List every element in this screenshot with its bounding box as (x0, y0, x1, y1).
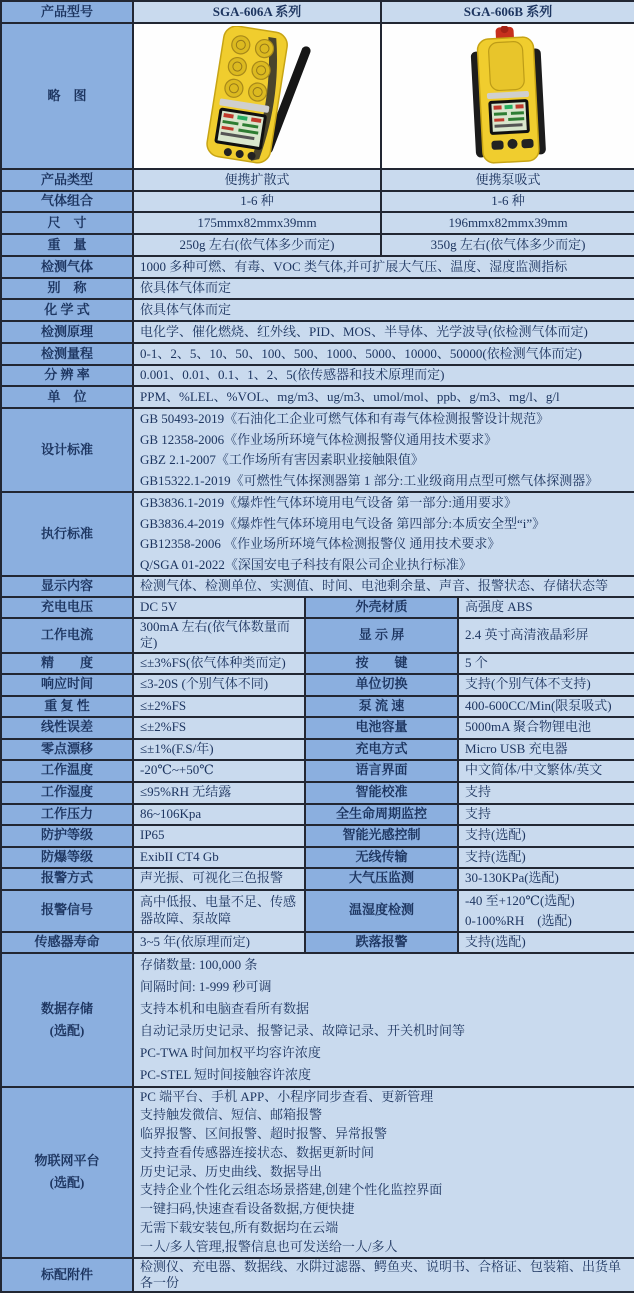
value (133, 1087, 634, 1258)
row-label: 标配附件 (1, 1258, 133, 1293)
row-label-2: 按 键 (305, 653, 458, 674)
row-label-2: 跌落报警 (305, 932, 458, 953)
table-row (1, 618, 634, 653)
value-b: 1-6 种 (381, 191, 634, 212)
row-label-2: 全生命周期监控 (305, 804, 458, 825)
value-line: 支持本机和电脑查看所有数据 (140, 1000, 310, 1016)
value (133, 408, 634, 492)
table-row (1, 343, 634, 365)
row-label (1, 1087, 133, 1258)
value-1: 86~106Kpa (133, 804, 305, 825)
value-line: -40 至+120℃(选配) (465, 892, 575, 908)
value-line: 一人/多人管理,报警信息也可发送给一人/多人 (140, 1238, 398, 1254)
value-line: 无需下载安装包,所有数据均在云端 (140, 1220, 339, 1236)
table-row (1, 674, 634, 696)
table-row (1, 408, 634, 492)
value-line: GB 12358-2006《作业场所环境气体检测报警仪通用技术要求》 (140, 431, 498, 447)
value-2: 支持(选配) (458, 932, 634, 953)
row-label: 工作湿度 (1, 782, 133, 804)
value: 1000 多种可燃、有毒、VOC 类气体,并可扩展大气压、温度、湿度监测指标 (133, 256, 634, 278)
value-a: 250g 左右(依气体多少而定) (133, 234, 381, 256)
spec-table-body (1, 1, 634, 1292)
table-row (1, 868, 634, 890)
row-label: 防护等级 (1, 825, 133, 847)
device-image-sga606a (133, 23, 381, 169)
row-label-2: 智能校准 (305, 782, 458, 804)
value-2: 2.4 英寸高清液晶彩屏 (458, 618, 634, 653)
value-b: 便携泵吸式 (381, 169, 634, 191)
row-label-2: 语言界面 (305, 760, 458, 782)
value-2: 支持 (458, 804, 634, 825)
value-2: 支持(选配) (458, 847, 634, 868)
value-1: ≤±3%FS(依气体种类而定) (133, 653, 305, 674)
value: 电化学、催化燃烧、红外线、PID、MOS、半导体、光学波导(依检测气体而定) (133, 321, 634, 343)
value-1: 3~5 年(依原理而定) (133, 932, 305, 953)
value-line: 支持企业个性化云组态场景搭建,创建个性化监控界面 (140, 1182, 443, 1198)
table-row (1, 212, 634, 234)
row-label-2: 外壳材质 (305, 597, 458, 618)
row-label: 尺 寸 (1, 212, 133, 234)
value-2: 中文简体/中文繁体/英文 (458, 760, 634, 782)
value-a: 175mmx82mmx39mm (133, 212, 381, 234)
value-2: 支持 (458, 782, 634, 804)
row-label: 工作电流 (1, 618, 133, 653)
table-row (1, 932, 634, 953)
value (133, 953, 634, 1087)
value-1: 声光振、可视化三色报警 (133, 868, 305, 890)
row-label: 精 度 (1, 653, 133, 674)
value (133, 492, 634, 576)
table-row (1, 717, 634, 739)
row-label: 气体组合 (1, 191, 133, 212)
table-row (1, 1258, 634, 1293)
value-2: 5000mA 聚合物锂电池 (458, 717, 634, 739)
row-label: 重 量 (1, 234, 133, 256)
table-row (1, 1087, 634, 1258)
table-row (1, 653, 634, 674)
value-1: ≤±2%FS (133, 696, 305, 717)
table-row (1, 804, 634, 825)
row-label: 检测量程 (1, 343, 133, 365)
value-line: Q/SGA 01-2022《深国安电子科技有限公司企业执行标准》 (140, 556, 472, 572)
value: 0.001、0.01、0.1、1、2、5(依传感器和技术原理而定) (133, 365, 634, 386)
row-label: 分 辨 率 (1, 365, 133, 386)
row-label: 检测原理 (1, 321, 133, 343)
device-image-sga606b (381, 23, 634, 169)
row-label: 零点漂移 (1, 739, 133, 760)
value-2: 支持(个别气体不支持) (458, 674, 634, 696)
row-label: 产品类型 (1, 169, 133, 191)
value-1: -20℃~+50℃ (133, 760, 305, 782)
value-2: 5 个 (458, 653, 634, 674)
value-line: GBZ 2.1-2007《工作场所有害因素职业接触限值》 (140, 452, 424, 467)
value-1: 300mA 左右(依气体数量而定) (133, 618, 305, 653)
value-line: 自动记录历史记录、报警记录、故障记录、开关机时间等 (140, 1022, 466, 1038)
gas-detector-pump-illustration (433, 26, 583, 166)
row-label-2: 大气压监测 (305, 868, 458, 890)
table-row (1, 299, 634, 321)
table-row (1, 739, 634, 760)
value-line: 临界报警、区间报警、超时报警、异常报警 (140, 1126, 388, 1142)
row-label-2: 智能光感控制 (305, 825, 458, 847)
row-label-2: 泵 流 速 (305, 696, 458, 717)
row-label: 工作压力 (1, 804, 133, 825)
row-label: 显示内容 (1, 576, 133, 597)
header-model-a: SGA-606A 系列 (133, 1, 381, 23)
row-label: 传感器寿命 (1, 932, 133, 953)
value-1: ≤±1%(F.S/年) (133, 739, 305, 760)
value-line: GB3836.1-2019《爆炸性气体环境用电气设备 第一部分:通用要求》 (140, 495, 518, 510)
row-label: 单 位 (1, 386, 133, 408)
value-line: GB3836.4-2019《爆炸性气体环境用电气设备 第四部分:本质安全型“i”》 (140, 515, 546, 531)
row-label: 防爆等级 (1, 847, 133, 868)
value-line: 支持查看传感器连接状态、数据更新时间 (140, 1144, 375, 1160)
table-row (1, 278, 634, 299)
value-line: GB12358-2006 《作业场所环境气体检测报警仪 通用技术要求》 (140, 536, 501, 551)
table-row (1, 847, 634, 868)
row-label-2: 显 示 屏 (305, 618, 458, 653)
value-line: 间隔时间: 1-999 秒可调 (140, 978, 272, 994)
table-row (1, 696, 634, 717)
table-row (1, 234, 634, 256)
row-label: 响应时间 (1, 674, 133, 696)
value-line: GB15322.1-2019《可燃性气体探测器第 1 部分:工业级商用点型可燃气体探测器》 (140, 472, 599, 488)
value-1: ≤95%RH 无结露 (133, 782, 305, 804)
value-line: PC-STEL 短时间接触容许浓度 (140, 1066, 312, 1082)
value-line: (选配) (49, 1175, 85, 1191)
value-2: 支持(选配) (458, 825, 634, 847)
value-line: GB 50493-2019《石油化工企业可燃气体和有毒气体检测报警设计规范》 (140, 411, 550, 426)
value-1: ExibII CT4 Gb (133, 847, 305, 868)
row-label (1, 953, 133, 1087)
value: 检测气体、检测单位、实测值、时间、电池剩余量、声音、报警状态、存储状态等 (133, 576, 634, 597)
table-row (1, 23, 634, 169)
value-line: (选配) (49, 1022, 85, 1038)
value-1: 高中低报、电量不足、传感器故障、泵故障 (133, 890, 305, 932)
table-row (1, 576, 634, 597)
table-row (1, 1, 634, 23)
table-row (1, 169, 634, 191)
table-row (1, 953, 634, 1087)
row-label: 设计标准 (1, 408, 133, 492)
value-1: DC 5V (133, 597, 305, 618)
value-line: PC 端平台、手机 APP、小程序同步查看、更新管理 (140, 1088, 434, 1104)
table-row (1, 825, 634, 847)
row-label-2: 充电方式 (305, 739, 458, 760)
value-line: 一键扫码,快速查看设备数据,方便快捷 (140, 1201, 355, 1217)
header-model-b: SGA-606B 系列 (381, 1, 634, 23)
value: 依具体气体而定 (133, 278, 634, 299)
table-row (1, 191, 634, 212)
value: 0-1、2、5、10、50、100、500、1000、5000、10000、50000(依检测气体而定) (133, 343, 634, 365)
table-row (1, 597, 634, 618)
value-line: 数据存储 (40, 1000, 93, 1016)
value-1: ≤±2%FS (133, 717, 305, 739)
value-a: 便携扩散式 (133, 169, 381, 191)
table-row (1, 386, 634, 408)
row-label: 执行标准 (1, 492, 133, 576)
row-label: 检测气体 (1, 256, 133, 278)
table-row (1, 365, 634, 386)
value-line: 历史记录、历史曲线、数据导出 (140, 1163, 323, 1179)
value: 检测仪、充电器、数据线、水阱过滤器、鳄鱼夹、说明书、合格证、包装箱、出货单各一份 (133, 1258, 634, 1293)
row-label-2: 电池容量 (305, 717, 458, 739)
value: 依具体气体而定 (133, 299, 634, 321)
value-line: 0-100%RH (选配) (465, 912, 572, 928)
row-label-2: 温湿度检测 (305, 890, 458, 932)
value-2: 高强度 ABS (458, 597, 634, 618)
value-b: 196mmx82mmx39mm (381, 212, 634, 234)
value: PPM、%LEL、%VOL、mg/m3、ug/m3、umol/mol、ppb、g/m3、mg/l、g/l (133, 386, 634, 408)
value-line: 物联网平台 (34, 1153, 100, 1169)
header-label: 产品型号 (1, 1, 133, 23)
table-row (1, 760, 634, 782)
table-row (1, 256, 634, 278)
value-1: ≤3-20S (个别气体不同) (133, 674, 305, 696)
value-2 (458, 890, 634, 932)
value-2: Micro USB 充电器 (458, 739, 634, 760)
value-1: IP65 (133, 825, 305, 847)
row-label-2: 无线传输 (305, 847, 458, 868)
row-label: 化 学 式 (1, 299, 133, 321)
value-line: 存储数量: 100,000 条 (140, 956, 258, 972)
value-line: PC-TWA 时间加权平均容许浓度 (140, 1044, 321, 1060)
row-label: 工作温度 (1, 760, 133, 782)
row-label: 重 复 性 (1, 696, 133, 717)
value-2: 30-130KPa(选配) (458, 868, 634, 890)
row-label: 略 图 (1, 23, 133, 169)
table-row (1, 890, 634, 932)
row-label: 线性误差 (1, 717, 133, 739)
value-line: 支持触发微信、短信、邮箱报警 (140, 1107, 323, 1123)
value-a: 1-6 种 (133, 191, 381, 212)
row-label: 别 称 (1, 278, 133, 299)
table-row (1, 782, 634, 804)
table-row (1, 321, 634, 343)
row-label-2: 单位切换 (305, 674, 458, 696)
value-2: 400-600CC/Min(限泵吸式) (458, 696, 634, 717)
row-label: 报警方式 (1, 868, 133, 890)
value-b: 350g 左右(依气体多少而定) (381, 234, 634, 256)
gas-detector-diffusion-illustration (149, 26, 365, 166)
row-label: 充电电压 (1, 597, 133, 618)
table-row (1, 492, 634, 576)
row-label: 报警信号 (1, 890, 133, 932)
